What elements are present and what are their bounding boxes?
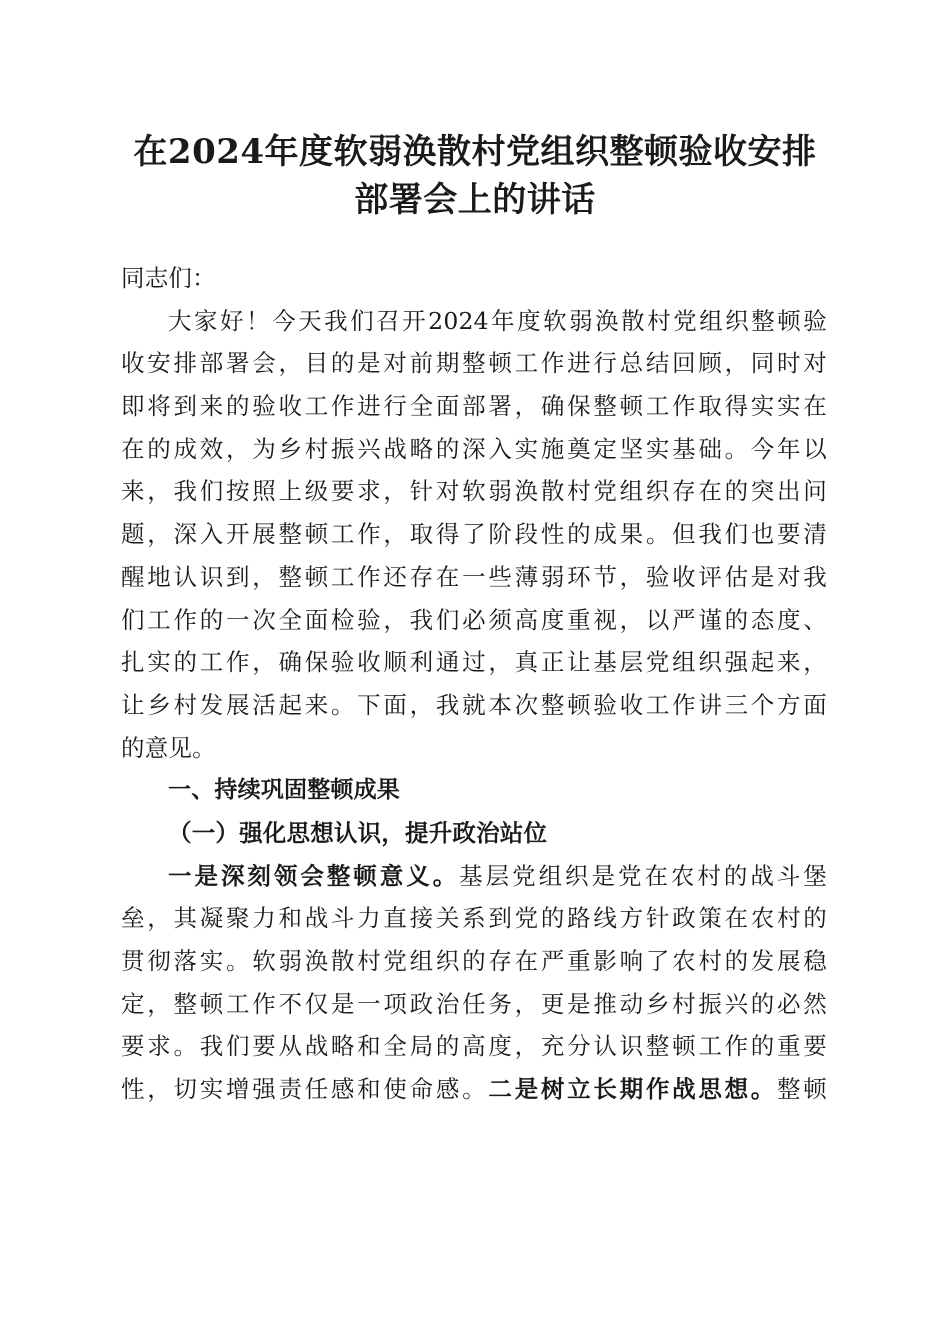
paragraph-line: 贯彻落实。软弱涣散村党组织的存在严重影响了农村的发展稳 [121,947,827,975]
paragraph-line: 在的成效，为乡村振兴战略的深入实施奠定坚实基础。今年以 [121,434,827,463]
salutation: 同志们： [121,264,216,292]
point-text: 性，切实增强责任感和使命感。 [121,1075,489,1104]
paragraph-line [121,1068,827,1111]
paragraph-line: 醒地认识到，整顿工作还存在一些薄弱环节，验收评估是对我 [121,562,827,591]
paragraph-line: 们工作的一次全面检验，我们必须高度重视，以严谨的态度、 [121,605,827,634]
paragraph-line: 大家好！今天我们召开2024年度软弱涣散村党组织整顿验 [168,306,827,335]
paragraph-line: 来，我们按照上级要求，针对软弱涣散村党组织存在的突出问 [121,477,827,506]
paragraph-line [121,855,827,898]
paragraph-line: 扎实的工作，确保验收顺利通过，真正让基层党组织强起来， [121,648,827,677]
point-lead: 二是树立长期作战思想。 [488,1075,778,1104]
paragraph-line: 要求。我们要从战略和全局的高度，充分认识整顿工作的重要 [121,1032,827,1061]
point-text: 整顿 [777,1075,827,1104]
paragraph-line: 的意见。 [121,733,216,762]
title-line-2: 部署会上的讲话 [354,180,596,220]
subsection-heading: （一）强化思想认识，提升政治站位 [168,818,548,847]
paragraph-line: 收安排部署会，目的是对前期整顿工作进行总结回顾，同时对 [121,349,827,378]
document-body [121,257,827,1111]
section-heading-1: 一、持续巩固整顿成果 [168,777,400,804]
paragraph-line: 题，深入开展整顿工作，取得了阶段性的成果。但我们也要清 [121,520,827,549]
paragraph-line: 定，整顿工作不仅是一项政治任务，更是推动乡村振兴的必然 [121,989,827,1018]
point-lead: 一是深刻领会整顿意义。 [168,861,460,890]
point-text: 基层党组织是党在农村的战斗堡 [459,861,827,890]
paragraph-line: 让乡村发展活起来。下面，我就本次整顿验收工作讲三个方面 [121,690,827,719]
title-line-1: 在2024年度软弱涣散村党组织整顿验收安排 [133,132,817,172]
paragraph-line: 即将到来的验收工作进行全面部署，确保整顿工作取得实实在 [121,392,827,421]
document-title [100,128,850,224]
paragraph-line: 垒，其凝聚力和战斗力直接关系到党的路线方针政策在农村的 [121,904,827,933]
